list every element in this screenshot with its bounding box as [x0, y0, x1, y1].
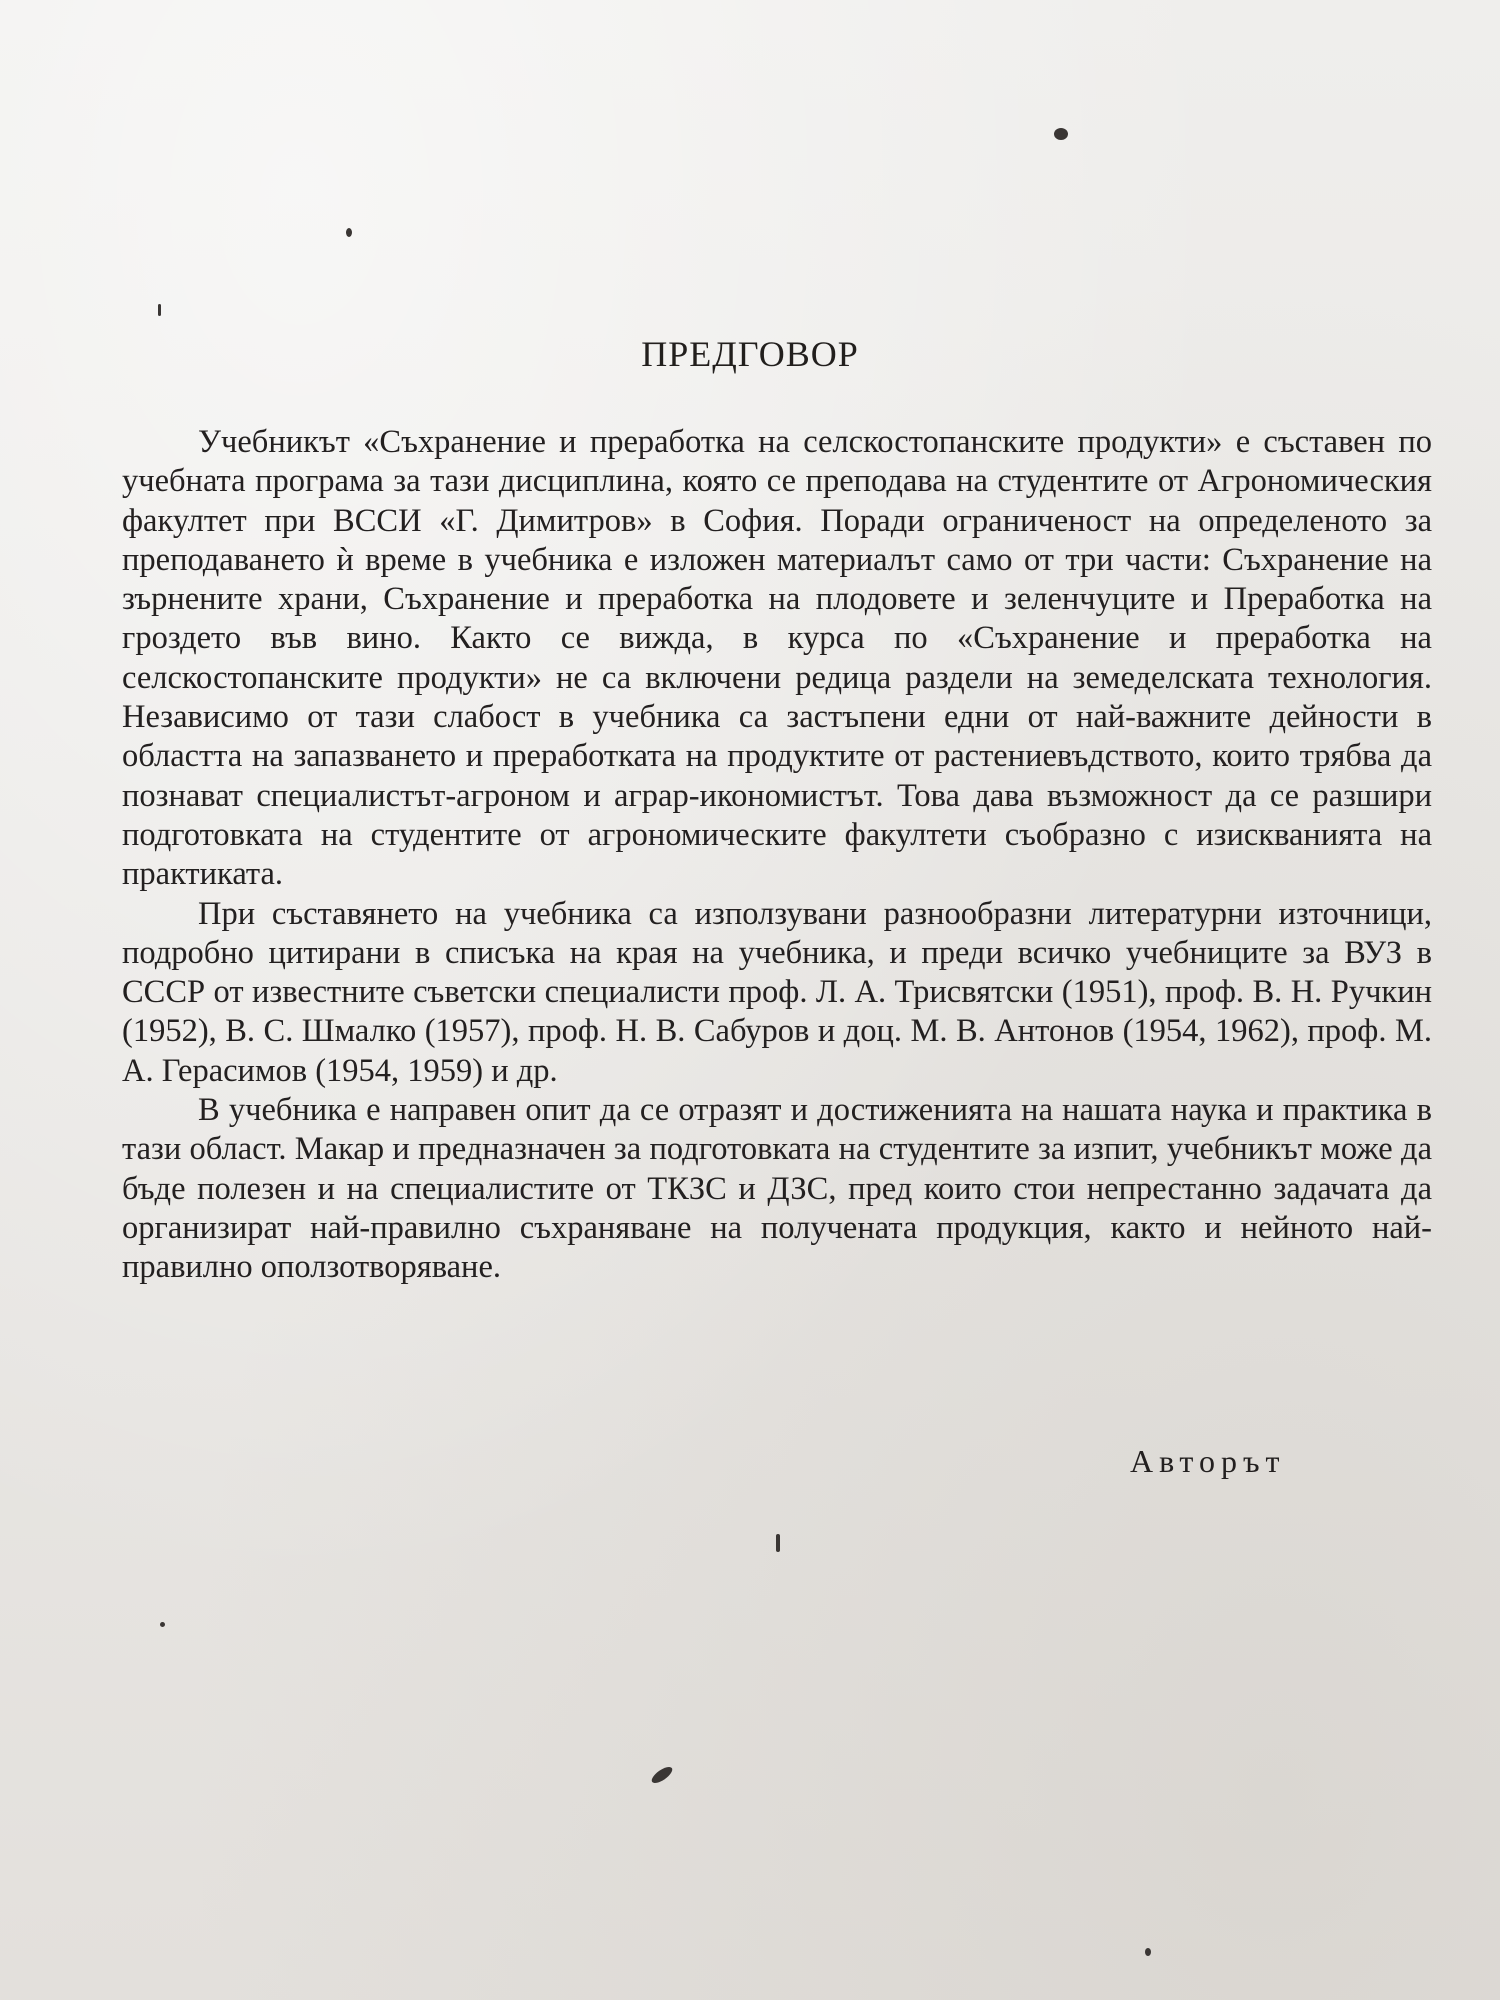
paper-speck [158, 304, 161, 316]
paragraph-1: Учебникът «Съхранение и преработка на селскостопанските продукти» е съставен по учебната програма за тази дисциплина, която се преподава на студентите от Агрономическия факултет при ВССИ «Г. Димитров» в София. Поради ограниченост на определеното за преподаването ѝ време в учебника е изложен материалът само от три части: Съхранение на зърнените храни, Съхранение и преработка на плодовете и зеленчуците и Преработка на гроздето във вино. Както се вижда, в курса по «Съхранение и преработка на селскостопанските продукти» не са включени редица раздели на земеделската технология. Независимо от тази слабост в учебника са застъпени едни от най-важните дейности в областта на запазването и преработката на продуктите от растениевъдството, които трябва да познават специалистът-агроном и аграр-икономистът. Това дава възможност да се разшири подготовката на студентите от агрономическите факултети съобразно с изискванията на практиката. [122, 424, 1432, 893]
page-title: ПРЕДГОВОР [641, 334, 859, 374]
paper-speck [1145, 1948, 1151, 1956]
paper-speck [346, 228, 352, 237]
paper-speck [160, 1622, 165, 1627]
author-signature: Авторът [1130, 1443, 1286, 1479]
paper-speck [649, 1764, 674, 1786]
paper-speck [1054, 128, 1068, 140]
paragraph-2: При съставянето на учебника са използувани разнообразни литературни източници, подробно цитирани в списъка на края на учебника, и преди всичко учебниците за ВУЗ в СССР от известните съветски специалисти проф. Л. А. Трисвятски (1951), проф. В. Н. Ручкин (1952), В. С. Шмалко (1957), проф. Н. В. Сабуров и доц. М. В. Антонов (1954, 1962), проф. М. А. Герасимов (1954, 1959) и др. [122, 895, 1432, 1089]
paper-speck [776, 1534, 780, 1552]
preface-body [122, 423, 1432, 1288]
paragraph-3: В учебника е направен опит да се отразят и достиженията на нашата наука и практика в тази област. Макар и предназначен за подготовката на студентите за изпит, учебникът може да бъде полезен и на специалистите от ТКЗС и ДЗС, пред които стои непрестанно задачата да организират най-правилно съхраняване на получената продукция, както и нейното най-правилно оползотворяване. [122, 1092, 1432, 1286]
